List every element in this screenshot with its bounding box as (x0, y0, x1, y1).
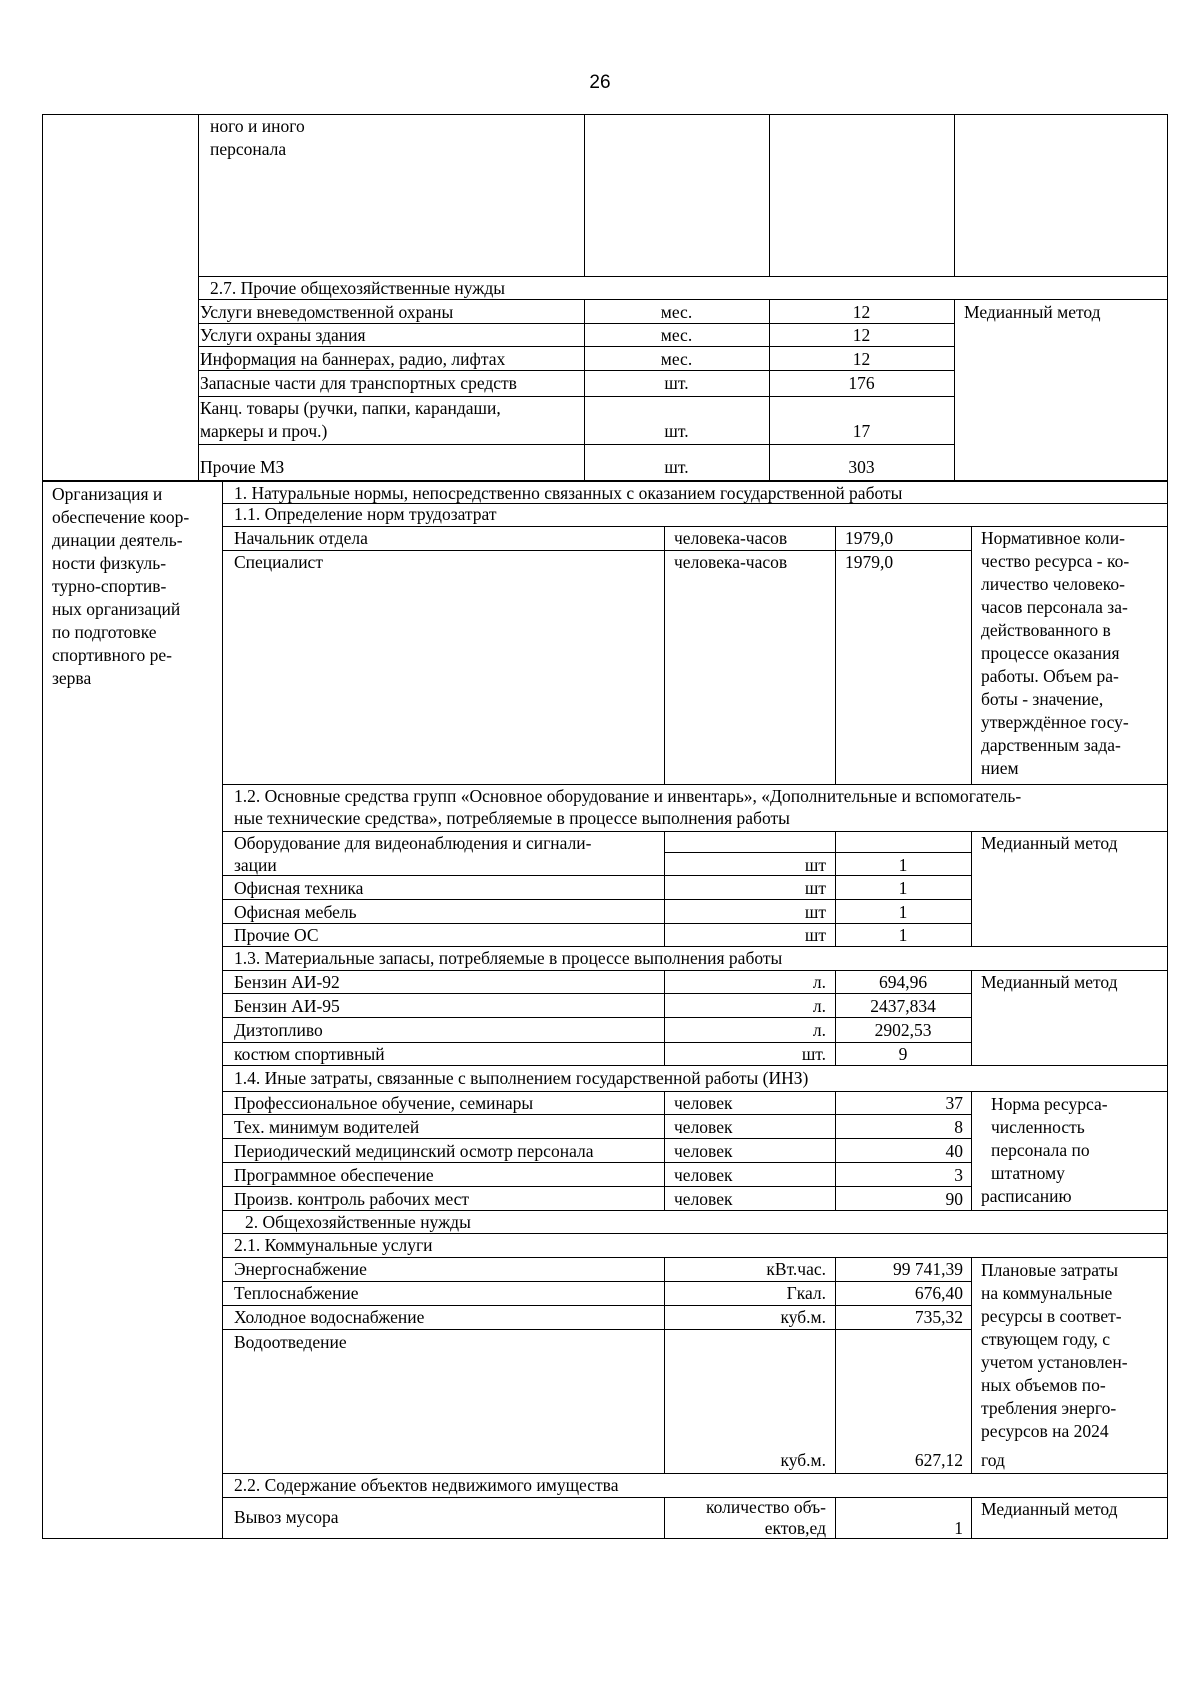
row-line (222, 550, 971, 551)
row-line (222, 1114, 971, 1115)
utility-value: 735,32 (914, 1307, 963, 1327)
property-name: Вывоз мусора (234, 1507, 339, 1527)
utility-value: 99 741,39 (893, 1259, 963, 1279)
row-line (222, 1257, 1168, 1258)
row-line (198, 346, 954, 347)
asset-unit: шт (804, 925, 826, 945)
material-name: Бензин АИ-95 (234, 996, 340, 1016)
material-unit: л. (812, 972, 826, 992)
asset-name: зации (234, 855, 277, 875)
material-value: 2437,834 (870, 996, 936, 1016)
row-unit: шт. (664, 457, 689, 477)
col-line (971, 831, 972, 947)
row-name: маркеры и проч.) (200, 421, 328, 441)
col-line (971, 1091, 972, 1210)
border-left (42, 114, 43, 1539)
material-value: 9 (898, 1044, 908, 1064)
utility-name: Теплоснабжение (234, 1283, 359, 1303)
section-1-2-header: ные технические средства», потребляемые в процессе выполнения работы (234, 808, 790, 828)
section-2-1-header: 2.1. Коммунальные услуги (234, 1235, 433, 1255)
row-value: 176 (848, 373, 875, 393)
row-line (222, 946, 1168, 947)
row-name: Канц. товары (ручки, папки, карандаши, (200, 398, 501, 418)
material-name: Бензин АИ-92 (234, 972, 340, 992)
row-line (222, 1065, 1168, 1066)
row-line (222, 1186, 971, 1187)
cost-name: Периодический медицинский осмотр персонала (234, 1141, 594, 1161)
col-line (971, 1497, 972, 1538)
row-line-thick (42, 480, 1168, 482)
labor-value: 1979,0 (845, 528, 894, 548)
col-line (664, 526, 665, 784)
border-bottom (42, 1538, 1168, 1539)
row-line (664, 852, 971, 853)
cost-value: 3 (954, 1165, 963, 1185)
page-number: 26 (589, 72, 611, 93)
asset-name: Прочие ОС (234, 925, 319, 945)
section-1-1-header: 1.1. Определение норм трудозатрат (234, 504, 497, 524)
asset-value: 1 (898, 878, 908, 898)
col-line (954, 114, 955, 276)
col-line (835, 526, 836, 784)
cost-unit: человек (674, 1165, 733, 1185)
row-name: Информация на баннерах, радио, лифтах (200, 349, 506, 369)
asset-value: 1 (898, 855, 908, 875)
utility-name: Энергоснабжение (234, 1259, 367, 1279)
row-line (222, 1281, 971, 1282)
row-line (222, 1042, 971, 1043)
asset-name: Офисная техника (234, 878, 364, 898)
cost-unit: человек (674, 1189, 733, 1209)
col-line (584, 114, 585, 276)
row-line (198, 276, 1168, 277)
asset-unit: шт (804, 855, 826, 875)
material-value: 694,96 (878, 972, 928, 992)
property-unit: количество объ- (705, 1497, 826, 1517)
material-unit: л. (812, 1020, 826, 1040)
cost-value: 90 (945, 1189, 963, 1209)
row-unit: шт. (664, 421, 689, 441)
row-line (222, 526, 1168, 527)
labor-name: Начальник отдела (234, 528, 368, 548)
border-top (42, 114, 1168, 115)
row-name: Услуги охраны здания (200, 325, 366, 345)
asset-value: 1 (898, 925, 908, 945)
row-value: 12 (852, 325, 871, 345)
utility-name: Холодное водоснабжение (234, 1307, 425, 1327)
row-line (222, 1017, 971, 1018)
row-name: Запасные части для транспортных средств (200, 373, 517, 393)
row-value: 17 (852, 421, 871, 441)
method-label: Медианный метод (964, 302, 1101, 322)
section-1-3-header: 1.3. Материальные запасы, потребляемые в процессе выполнения работы (234, 948, 783, 968)
row-line (222, 1233, 1168, 1234)
asset-unit: шт (804, 902, 826, 922)
row-unit: мес. (660, 325, 693, 345)
row-line (222, 993, 971, 994)
cost-name: Профессиональное обучение, семинары (234, 1093, 534, 1113)
cost-unit: человек (674, 1117, 733, 1137)
row-line (222, 1138, 971, 1139)
row-line (198, 299, 1168, 300)
asset-value: 1 (898, 902, 908, 922)
cost-name: Программное обеспечение (234, 1165, 434, 1185)
property-value: 1 (954, 1518, 963, 1538)
row-value: 12 (852, 302, 871, 322)
utility-value: 676,40 (914, 1283, 963, 1303)
material-name: Дизтопливо (234, 1020, 323, 1040)
section-2-header: 2. Общехозяйственные нужды (245, 1212, 471, 1232)
asset-name: Офисная мебель (234, 902, 357, 922)
cost-name: Произв. контроль рабочих мест (234, 1189, 470, 1209)
material-unit: л. (812, 996, 826, 1016)
labor-unit: человека-часов (674, 552, 788, 572)
cost-value: 37 (945, 1093, 963, 1113)
labor-value: 1979,0 (845, 552, 894, 572)
row-line (222, 1091, 1168, 1092)
row-line (198, 323, 954, 324)
row-value: 12 (852, 349, 871, 369)
method-label: Медианный метод (981, 972, 1118, 992)
utility-unit: Гкал. (786, 1283, 826, 1303)
col-line (222, 482, 223, 1538)
asset-unit: шт (804, 878, 826, 898)
row-line (222, 784, 1168, 785)
method-label: Медианный метод (981, 833, 1118, 853)
row-line (222, 1210, 1168, 1211)
col-line (971, 970, 972, 1066)
row-name: Прочие МЗ (200, 457, 285, 477)
continued-text-line: ного и иного (210, 116, 305, 136)
material-name: костюм спортивный (234, 1044, 385, 1064)
section-2-7-header: 2.7. Прочие общехозяйственные нужды (210, 278, 506, 298)
col-line (971, 1257, 972, 1473)
cost-value: 8 (954, 1117, 963, 1137)
row-line (222, 899, 971, 900)
utility-unit: куб.м. (780, 1307, 826, 1327)
col-line (664, 1091, 665, 1210)
section-1-2-header: 1.2. Основные средства групп «Основное оборудование и инвентарь», «Дополнительные и вспомогатель- (234, 786, 1022, 806)
property-unit: ектов,ед (764, 1518, 826, 1538)
labor-name: Специалист (234, 552, 323, 572)
material-value: 2902,53 (874, 1020, 932, 1040)
cost-unit: человек (674, 1093, 733, 1113)
row-line (222, 1329, 971, 1330)
utility-unit: кВт.час. (766, 1259, 826, 1279)
row-unit: мес. (660, 349, 693, 369)
row-name: Услуги вневедомственной охраны (200, 302, 454, 322)
row-line (198, 396, 954, 397)
row-line (198, 444, 954, 445)
utility-unit: куб.м. (780, 1450, 826, 1470)
row-line (222, 1473, 1168, 1474)
section-2-2-header: 2.2. Содержание объектов недвижимого имущества (234, 1475, 619, 1495)
row-line (198, 370, 954, 371)
row-line (222, 1162, 971, 1163)
continued-text-line: персонала (210, 139, 287, 159)
row-line (222, 1305, 971, 1306)
cost-unit: человек (674, 1141, 733, 1161)
col-line (954, 299, 955, 480)
col-line (971, 526, 972, 784)
utility-value: 627,12 (914, 1450, 963, 1470)
utility-name: Водоотведение (234, 1332, 347, 1352)
method-label: Медианный метод (981, 1499, 1118, 1519)
section-1-header: 1. Натуральные нормы, непосредственно связанных с оказанием государственной работы (234, 483, 903, 503)
section-1-4-header: 1.4. Иные затраты, связанные с выполнением государственной работы (ИНЗ) (234, 1068, 809, 1088)
row-line (222, 831, 1168, 832)
row-line (222, 970, 1168, 971)
material-unit: шт. (801, 1044, 826, 1064)
row-value: 303 (848, 457, 875, 477)
row-unit: мес. (660, 302, 693, 322)
col-line (769, 114, 770, 276)
border-right (1167, 114, 1168, 1539)
row-unit: шт. (664, 373, 689, 393)
row-line (222, 923, 971, 924)
cost-name: Тех. минимум водителей (234, 1117, 420, 1137)
asset-name: Оборудование для видеонаблюдения и сигнали- (234, 833, 592, 853)
col-line (198, 114, 199, 480)
labor-unit: человека-часов (674, 528, 788, 548)
cost-value: 40 (945, 1141, 963, 1161)
